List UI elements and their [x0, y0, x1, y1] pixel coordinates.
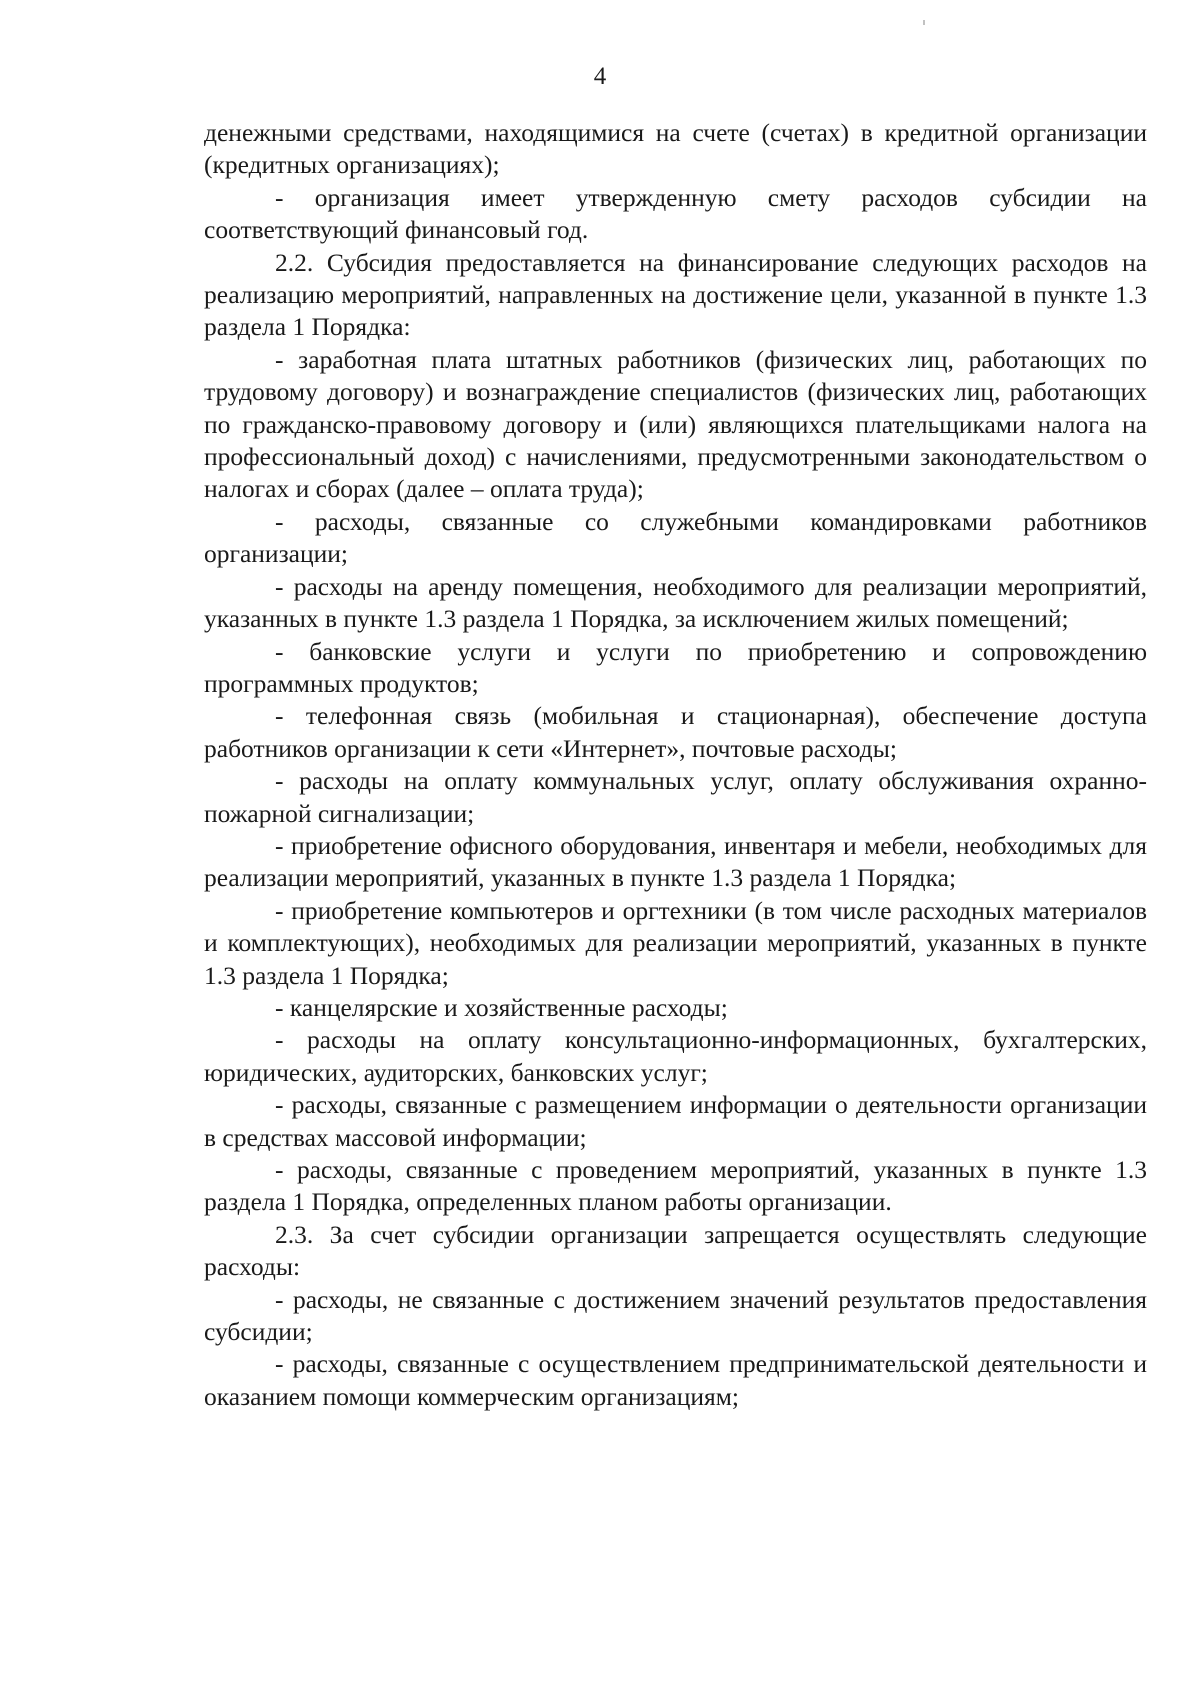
paragraph-14: - расходы, связанные с размещением информации о деятельности организации в средствах массовой информации; [204, 1090, 1147, 1152]
paragraph-5: - расходы, связанные со служебными командировками работников организации; [204, 506, 1147, 569]
paragraph-2: - организация имеет утвержденную смету расходов субсидии на соответствующий финансовый год. [204, 182, 1147, 245]
paragraph-9: - расходы на оплату коммунальных услуг, оплату обслуживания охранно-пожарной сигнализации; [204, 766, 1147, 828]
paragraph-6: - расходы на аренду помещения, необходимого для реализации мероприятий, указанных в пункте 1.3 раздела 1 Порядка, за исключением жилых помещений; [204, 571, 1147, 634]
page-number: 4 [593, 63, 607, 90]
paragraph-1: денежными средствами, находящимися на счете (счетах) в кредитной организации (кредитных организациях); [204, 118, 1147, 180]
paragraph-16: 2.3. За счет субсидии организации запрещается осуществлять следующие расходы: [204, 1219, 1147, 1282]
paragraph-4: - заработная плата штатных работников (физических лиц, работающих по трудовому договору) и вознаграждение специалистов (физических лиц, работающих по гражданско-правовому договору и (или) являющихся плательщиками налога на профессиональный доход) с начислениями, предусмотренными законодательством о налогах и сборах (далее – оплата труда); [204, 344, 1147, 504]
scan-speck [923, 20, 925, 25]
paragraph-11: - приобретение компьютеров и оргтехники (в том числе расходных материалов и комплектующих), необходимых для реализации мероприятий, указанных в пункте 1.3 раздела 1 Порядка; [204, 895, 1147, 990]
paragraph-7: - банковские услуги и услуги по приобретению и сопровождению программных продуктов; [204, 636, 1147, 698]
paragraph-17: - расходы, не связанные с достижением значений результатов предоставления субсидии; [204, 1284, 1147, 1347]
paragraph-12: - канцелярские и хозяйственные расходы; [275, 992, 728, 1022]
document-body [204, 117, 1147, 1413]
paragraph-15: - расходы, связанные с проведением мероприятий, указанных в пункте 1.3 раздела 1 Порядка, определенных планом работы организации. [204, 1155, 1147, 1217]
paragraph-13: - расходы на оплату консультационно-информационных, бухгалтерских, юридических, аудиторских, банковских услуг; [204, 1025, 1147, 1087]
paragraph-10: - приобретение офисного оборудования, инвентаря и мебели, необходимых для реализации мероприятий, указанных в пункте 1.3 раздела 1 Порядка; [204, 830, 1147, 893]
paragraph-18: - расходы, связанные с осуществлением предпринимательской деятельности и оказанием помощи коммерческим организациям; [204, 1349, 1147, 1411]
paragraph-3: 2.2. Субсидия предоставляется на финансирование следующих расходов на реализацию мероприятий, направленных на достижение цели, указанной в пункте 1.3 раздела 1 Порядка: [204, 247, 1147, 342]
paragraph-8: - телефонная связь (мобильная и стационарная), обеспечение доступа работников организации к сети «Интернет», почтовые расходы; [204, 701, 1147, 763]
